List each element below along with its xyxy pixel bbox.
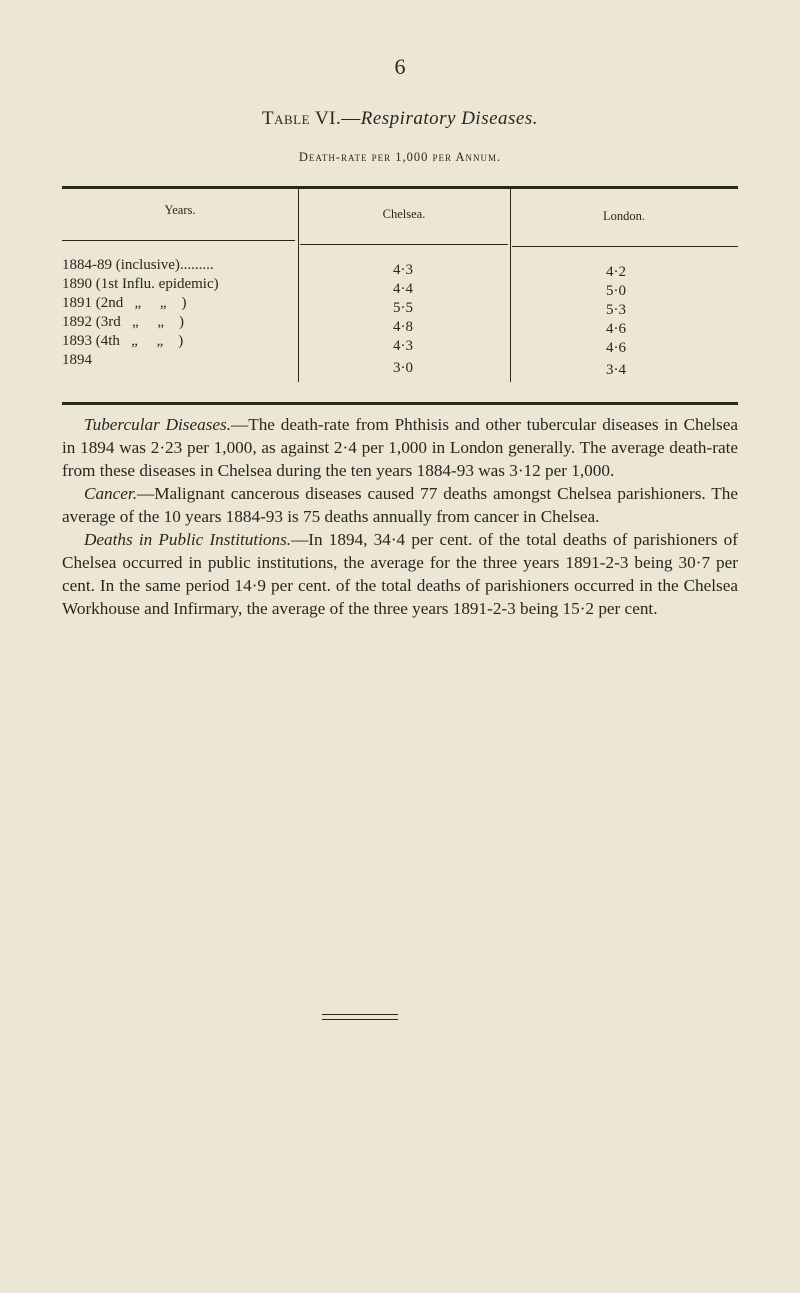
header-years: Years. bbox=[164, 203, 196, 217]
table-bottom-rule bbox=[62, 402, 738, 405]
header-chelsea: Chelsea. bbox=[382, 207, 426, 221]
table-title-italic: Respiratory Diseases. bbox=[360, 108, 539, 129]
table-cell-chelsea: 4·4 bbox=[393, 281, 413, 297]
body-text bbox=[62, 413, 738, 620]
table-cell-london: 5·0 bbox=[606, 283, 626, 299]
table-row-year: 1892 (3rd „ „ ) bbox=[62, 314, 185, 330]
chelsea-header-rule bbox=[300, 244, 508, 245]
table-cell-chelsea: 4·3 bbox=[393, 338, 413, 354]
table-cell-chelsea: 5·5 bbox=[393, 300, 413, 316]
tubercular-body: —The death-rate from Phthisis and other tubercular diseases in Chelsea in 1894 was 2·23 per 1,000, as against 2·4 per 1,000 in London generally. The average death-rate from these diseases in Chelsea during the ten years 1884-93 was 3·12 per 1,000. bbox=[62, 415, 738, 480]
table-cell-chelsea: 4·8 bbox=[393, 319, 413, 335]
table-cell-chelsea: 4·3 bbox=[393, 262, 413, 278]
deaths-heading: Deaths in Public Institutions. bbox=[84, 530, 292, 549]
table-title bbox=[0, 108, 800, 130]
table-cell-london: 4·6 bbox=[606, 340, 626, 356]
paragraph-cancer bbox=[62, 482, 738, 528]
paragraph-tubercular bbox=[62, 413, 738, 482]
table-row-year: 1890 (1st Influ. epidemic) bbox=[62, 276, 219, 292]
table-row-year: 1884-89 (inclusive)......... bbox=[62, 257, 214, 273]
cancer-heading: Cancer. bbox=[84, 484, 137, 503]
table-cell-london: 4·6 bbox=[606, 321, 626, 337]
tubercular-heading: Tubercular Diseases. bbox=[84, 415, 232, 434]
footer-rule-bottom bbox=[322, 1019, 398, 1020]
header-london: London. bbox=[602, 209, 645, 223]
london-header-rule bbox=[512, 246, 738, 247]
table-cell-london: 5·3 bbox=[606, 302, 626, 318]
table-cell-london: 4·2 bbox=[606, 264, 626, 280]
table-row-year: 1893 (4th „ „ ) bbox=[62, 333, 184, 349]
table-row-year: 1894 bbox=[62, 352, 92, 368]
deaths-body: —In 1894, 34·4 per cent. of the total deaths of parishioners of Chelsea occurred in public institutions, the average for the three years 1891-2-3 being 30·7 per cent. In the same period 14·9 per cent. of the total deaths of parishioners occurred in the Chelsea Workhouse and Infirmary, the average of the three years 1891-2-3 being 15·2 per cent. bbox=[62, 530, 739, 618]
page-number: 6 bbox=[394, 54, 406, 79]
cancer-body: —Malignant cancerous diseases caused 77 deaths amongst Chelsea parishioners. The average of the 10 years 1884-93 is 75 deaths annually from cancer in Chelsea. bbox=[62, 484, 738, 526]
paragraph-deaths bbox=[62, 528, 738, 620]
table-cell-chelsea: 3·0 bbox=[393, 360, 413, 376]
years-header-rule bbox=[62, 240, 295, 241]
table-row-year: 1891 (2nd „ „ ) bbox=[62, 295, 187, 311]
table-title-prefix: Table VI.— bbox=[261, 108, 361, 129]
table-subtitle: Death-rate per 1,000 per Annum. bbox=[298, 150, 502, 164]
table-top-rule bbox=[62, 186, 738, 189]
table-cell-london: 3·4 bbox=[606, 362, 626, 378]
footer-rule-top bbox=[322, 1014, 398, 1015]
